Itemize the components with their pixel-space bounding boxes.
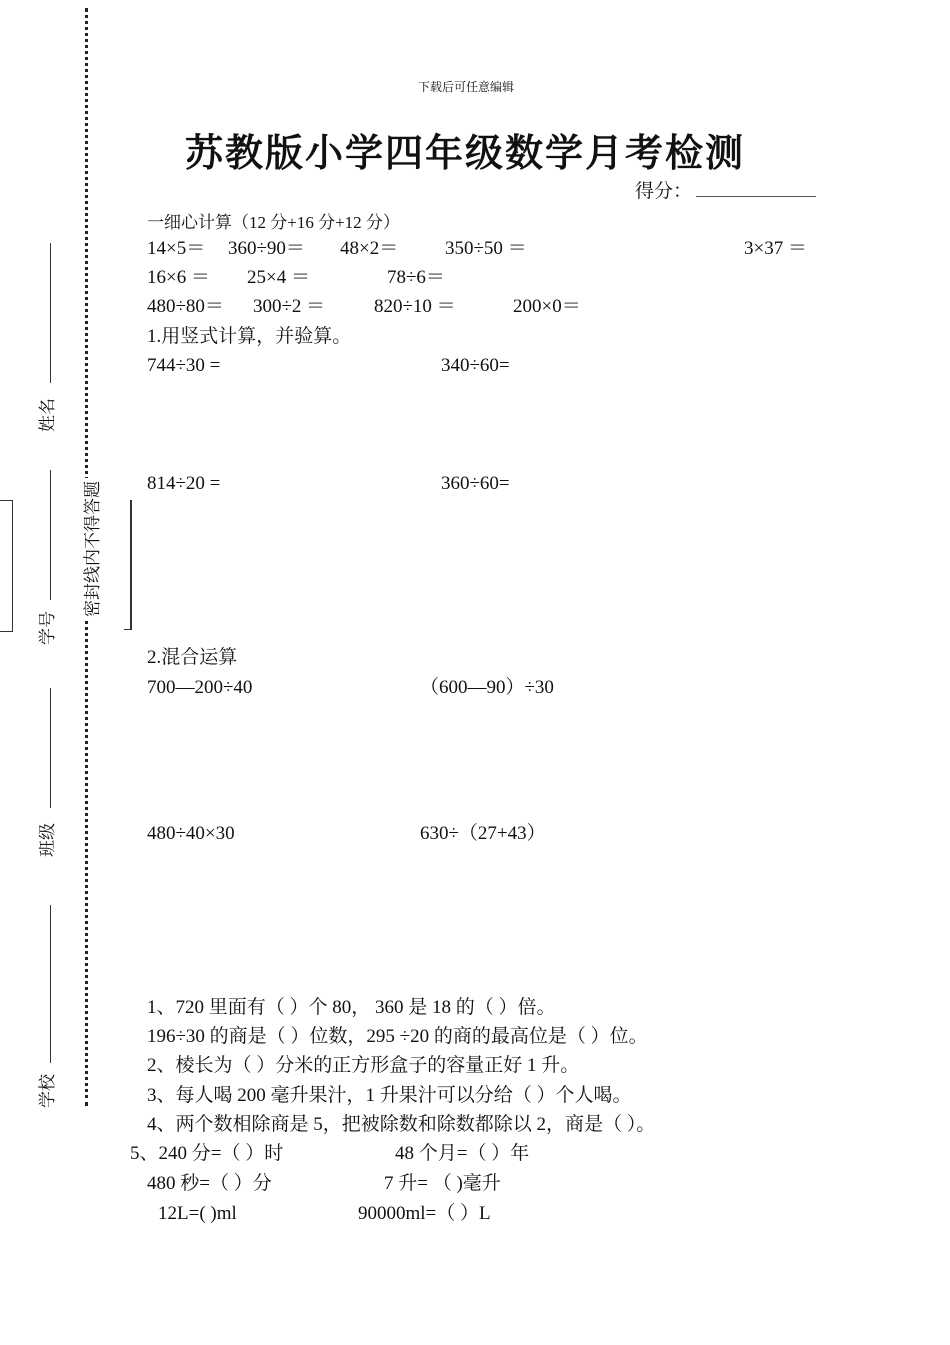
header-note: 下载后可任意编辑: [418, 80, 515, 94]
score-label: 得分：: [635, 181, 693, 202]
fill-item: 196÷30 的商是（ ）位数，295 ÷20 的商的最高位是（ ）位。: [147, 1026, 648, 1047]
fill-item: 3、每人喝 200 毫升果汁，1 升果汁可以分给（ ）个人喝。: [147, 1085, 632, 1106]
calc-item: 480÷80＝: [147, 296, 224, 317]
calc-item: 14×5＝: [147, 238, 206, 259]
name-label: 姓名: [38, 398, 57, 432]
calc-item: 3×37 ＝: [744, 238, 807, 259]
calc-item: 25×4 ＝: [247, 267, 310, 288]
school-label: 学校: [38, 1074, 57, 1108]
section1-heading: 一细心计算（12 分+16 分+12 分）: [147, 213, 400, 232]
calc-item: 360÷90＝: [228, 238, 305, 259]
number-label: 学号: [38, 611, 57, 645]
fill-item: 4、两个数相除商是 5，把被除数和除数都除以 2，商是（ ）。: [147, 1114, 656, 1135]
fill-item: 90000ml=（ ）L: [358, 1203, 491, 1224]
number-blank-line: [50, 470, 51, 600]
mixed-item: 700—200÷40: [147, 677, 253, 698]
calc-item: 350÷50 ＝: [445, 238, 527, 259]
calc-item: 300÷2 ＝: [253, 296, 326, 317]
mixed-item: 480÷40×30: [147, 823, 235, 844]
page-title: 苏教版小学四年级数学月考检测: [185, 131, 746, 175]
class-label: 班级: [38, 823, 57, 857]
name-blank-line: [50, 243, 51, 383]
mixed-item: 630÷（27+43）: [420, 823, 546, 844]
mixed-item: （600—90）÷30: [420, 677, 554, 698]
fill-item: 2、棱长为（ ）分米的正方形盒子的容量正好 1 升。: [147, 1055, 580, 1076]
vertical-item: 360÷60=: [441, 473, 510, 494]
fill-item: 48 个月=（ ）年: [395, 1143, 530, 1164]
vertical-item: 744÷30 =: [147, 355, 221, 376]
vertical-heading: 1.用竖式计算，并验算。: [147, 326, 352, 347]
calc-item: 200×0＝: [513, 296, 581, 317]
right-bracket: [130, 500, 132, 630]
calc-item: 16×6 ＝: [147, 267, 210, 288]
class-blank-line: [50, 688, 51, 808]
calc-item: 78÷6＝: [387, 267, 445, 288]
fill-item: 480 秒=（ ）分: [147, 1173, 272, 1194]
vertical-item: 814÷20 =: [147, 473, 221, 494]
calc-item: 48×2＝: [340, 238, 399, 259]
fill-item: 5、240 分=（ ）时: [130, 1143, 284, 1164]
vertical-item: 340÷60=: [441, 355, 510, 376]
left-bracket: [0, 500, 13, 632]
fill-item: 12L=( )ml: [158, 1203, 237, 1224]
fill-item: 7 升= （ )毫升: [384, 1173, 501, 1194]
calc-item: 820÷10 ＝: [374, 296, 456, 317]
score-field: [635, 180, 816, 203]
score-blank[interactable]: [696, 180, 816, 197]
seal-note: 密封线内不得答题: [78, 478, 103, 620]
school-blank-line: [50, 905, 51, 1063]
mixed-heading: 2.混合运算: [147, 647, 238, 668]
fill-item: 1、720 里面有（ ）个 80， 360 是 18 的（ ）倍。: [147, 997, 556, 1018]
